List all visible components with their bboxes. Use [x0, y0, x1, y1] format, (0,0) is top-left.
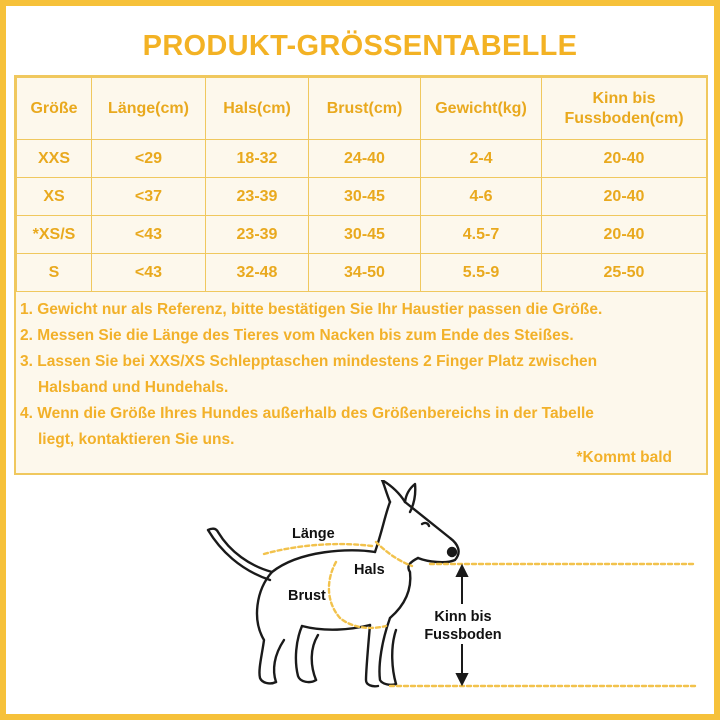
note-item — [20, 349, 597, 401]
note-item — [20, 297, 602, 323]
table-cell: 20-40 — [542, 216, 707, 254]
table-cell: 25-50 — [542, 254, 707, 292]
note-text: 4. Wenn die Größe Ihres Hundes außerhalb des Größenbereichs in der Tabelle — [20, 405, 594, 422]
table-cell: 2-4 — [421, 140, 542, 178]
dog-hind-leg-inner — [312, 635, 318, 680]
chin-label-line1: Kinn bis — [434, 609, 492, 625]
dog-illustration — [200, 480, 700, 715]
dog-front-leg-inner — [392, 630, 396, 684]
table-cell: S — [17, 254, 92, 292]
dog-nose — [448, 548, 456, 556]
dog-ear-left — [382, 480, 405, 502]
header-cell-chin-to-floor: Kinn bis Fussboden(cm) — [542, 78, 707, 140]
note-text-continued: liegt, kontaktieren Sie uns. — [38, 431, 235, 448]
table-cell: *XS/S — [17, 216, 92, 254]
table-cell: <29 — [92, 140, 206, 178]
chin-label-line2: Fussboden — [424, 627, 502, 643]
size-table — [16, 77, 707, 292]
header-cell-chest: Brust(cm) — [309, 78, 421, 140]
dog-tail-outline — [208, 529, 272, 580]
table-cell: <37 — [92, 178, 206, 216]
note-text: 2. Messen Sie die Länge des Tieres vom Nacken bis zum Ende des Steißes. — [20, 327, 574, 344]
table-cell: 30-45 — [309, 216, 421, 254]
chest-label: Brust — [288, 588, 326, 604]
table-cell: 5.5-9 — [421, 254, 542, 292]
note-item — [20, 401, 594, 453]
table-row — [17, 178, 707, 216]
table-cell: 20-40 — [542, 140, 707, 178]
table-cell: 34-50 — [309, 254, 421, 292]
table-row — [17, 254, 707, 292]
chin-arrow-head-bottom — [457, 674, 467, 684]
chin-arrow-head-top — [457, 566, 467, 576]
table-cell: XXS — [17, 140, 92, 178]
table-cell: 4-6 — [421, 178, 542, 216]
note-text: 1. Gewicht nur als Referenz, bitte bestätigen Sie Ihr Haustier passen die Größe. — [20, 301, 603, 318]
table-cell: 23-39 — [206, 178, 309, 216]
header-cell-length: Länge(cm) — [92, 78, 206, 140]
size-panel — [14, 75, 708, 475]
header-cell-neck: Hals(cm) — [206, 78, 309, 140]
dog-chest-outline — [390, 558, 418, 618]
table-cell: 32-48 — [206, 254, 309, 292]
dog-eye — [422, 523, 429, 526]
table-cell: 30-45 — [309, 178, 421, 216]
header-cell-size: Größe — [17, 78, 92, 140]
table-header-row — [17, 78, 707, 140]
table-cell: 18-32 — [206, 140, 309, 178]
table-cell: XS — [17, 178, 92, 216]
page-title: PRODUKT-GRÖSSENTABELLE — [142, 30, 578, 62]
table-cell: <43 — [92, 216, 206, 254]
measurement-diagram — [200, 480, 700, 715]
dog-hind-thigh — [274, 640, 284, 682]
table-row — [17, 216, 707, 254]
length-label: Länge — [292, 526, 335, 542]
table-cell: 24-40 — [309, 140, 421, 178]
neck-label: Hals — [354, 562, 385, 578]
table-cell: <43 — [92, 254, 206, 292]
table-cell: 23-39 — [206, 216, 309, 254]
dog-front-leg-outline-back — [366, 625, 378, 686]
chin-to-floor-label — [418, 608, 508, 644]
header-cell-weight: Gewicht(kg) — [421, 78, 542, 140]
table-row — [17, 140, 707, 178]
table-cell: 20-40 — [542, 178, 707, 216]
table-cell: 4.5-7 — [421, 216, 542, 254]
note-text-continued: Halsband und Hundehals. — [38, 379, 229, 396]
note-text: 3. Lassen Sie bei XXS/XS Schlepptaschen mindestens 2 Finger Platz zwischen — [20, 353, 598, 370]
coming-soon-note: *Kommt bald — [576, 449, 672, 466]
note-item — [20, 323, 574, 349]
